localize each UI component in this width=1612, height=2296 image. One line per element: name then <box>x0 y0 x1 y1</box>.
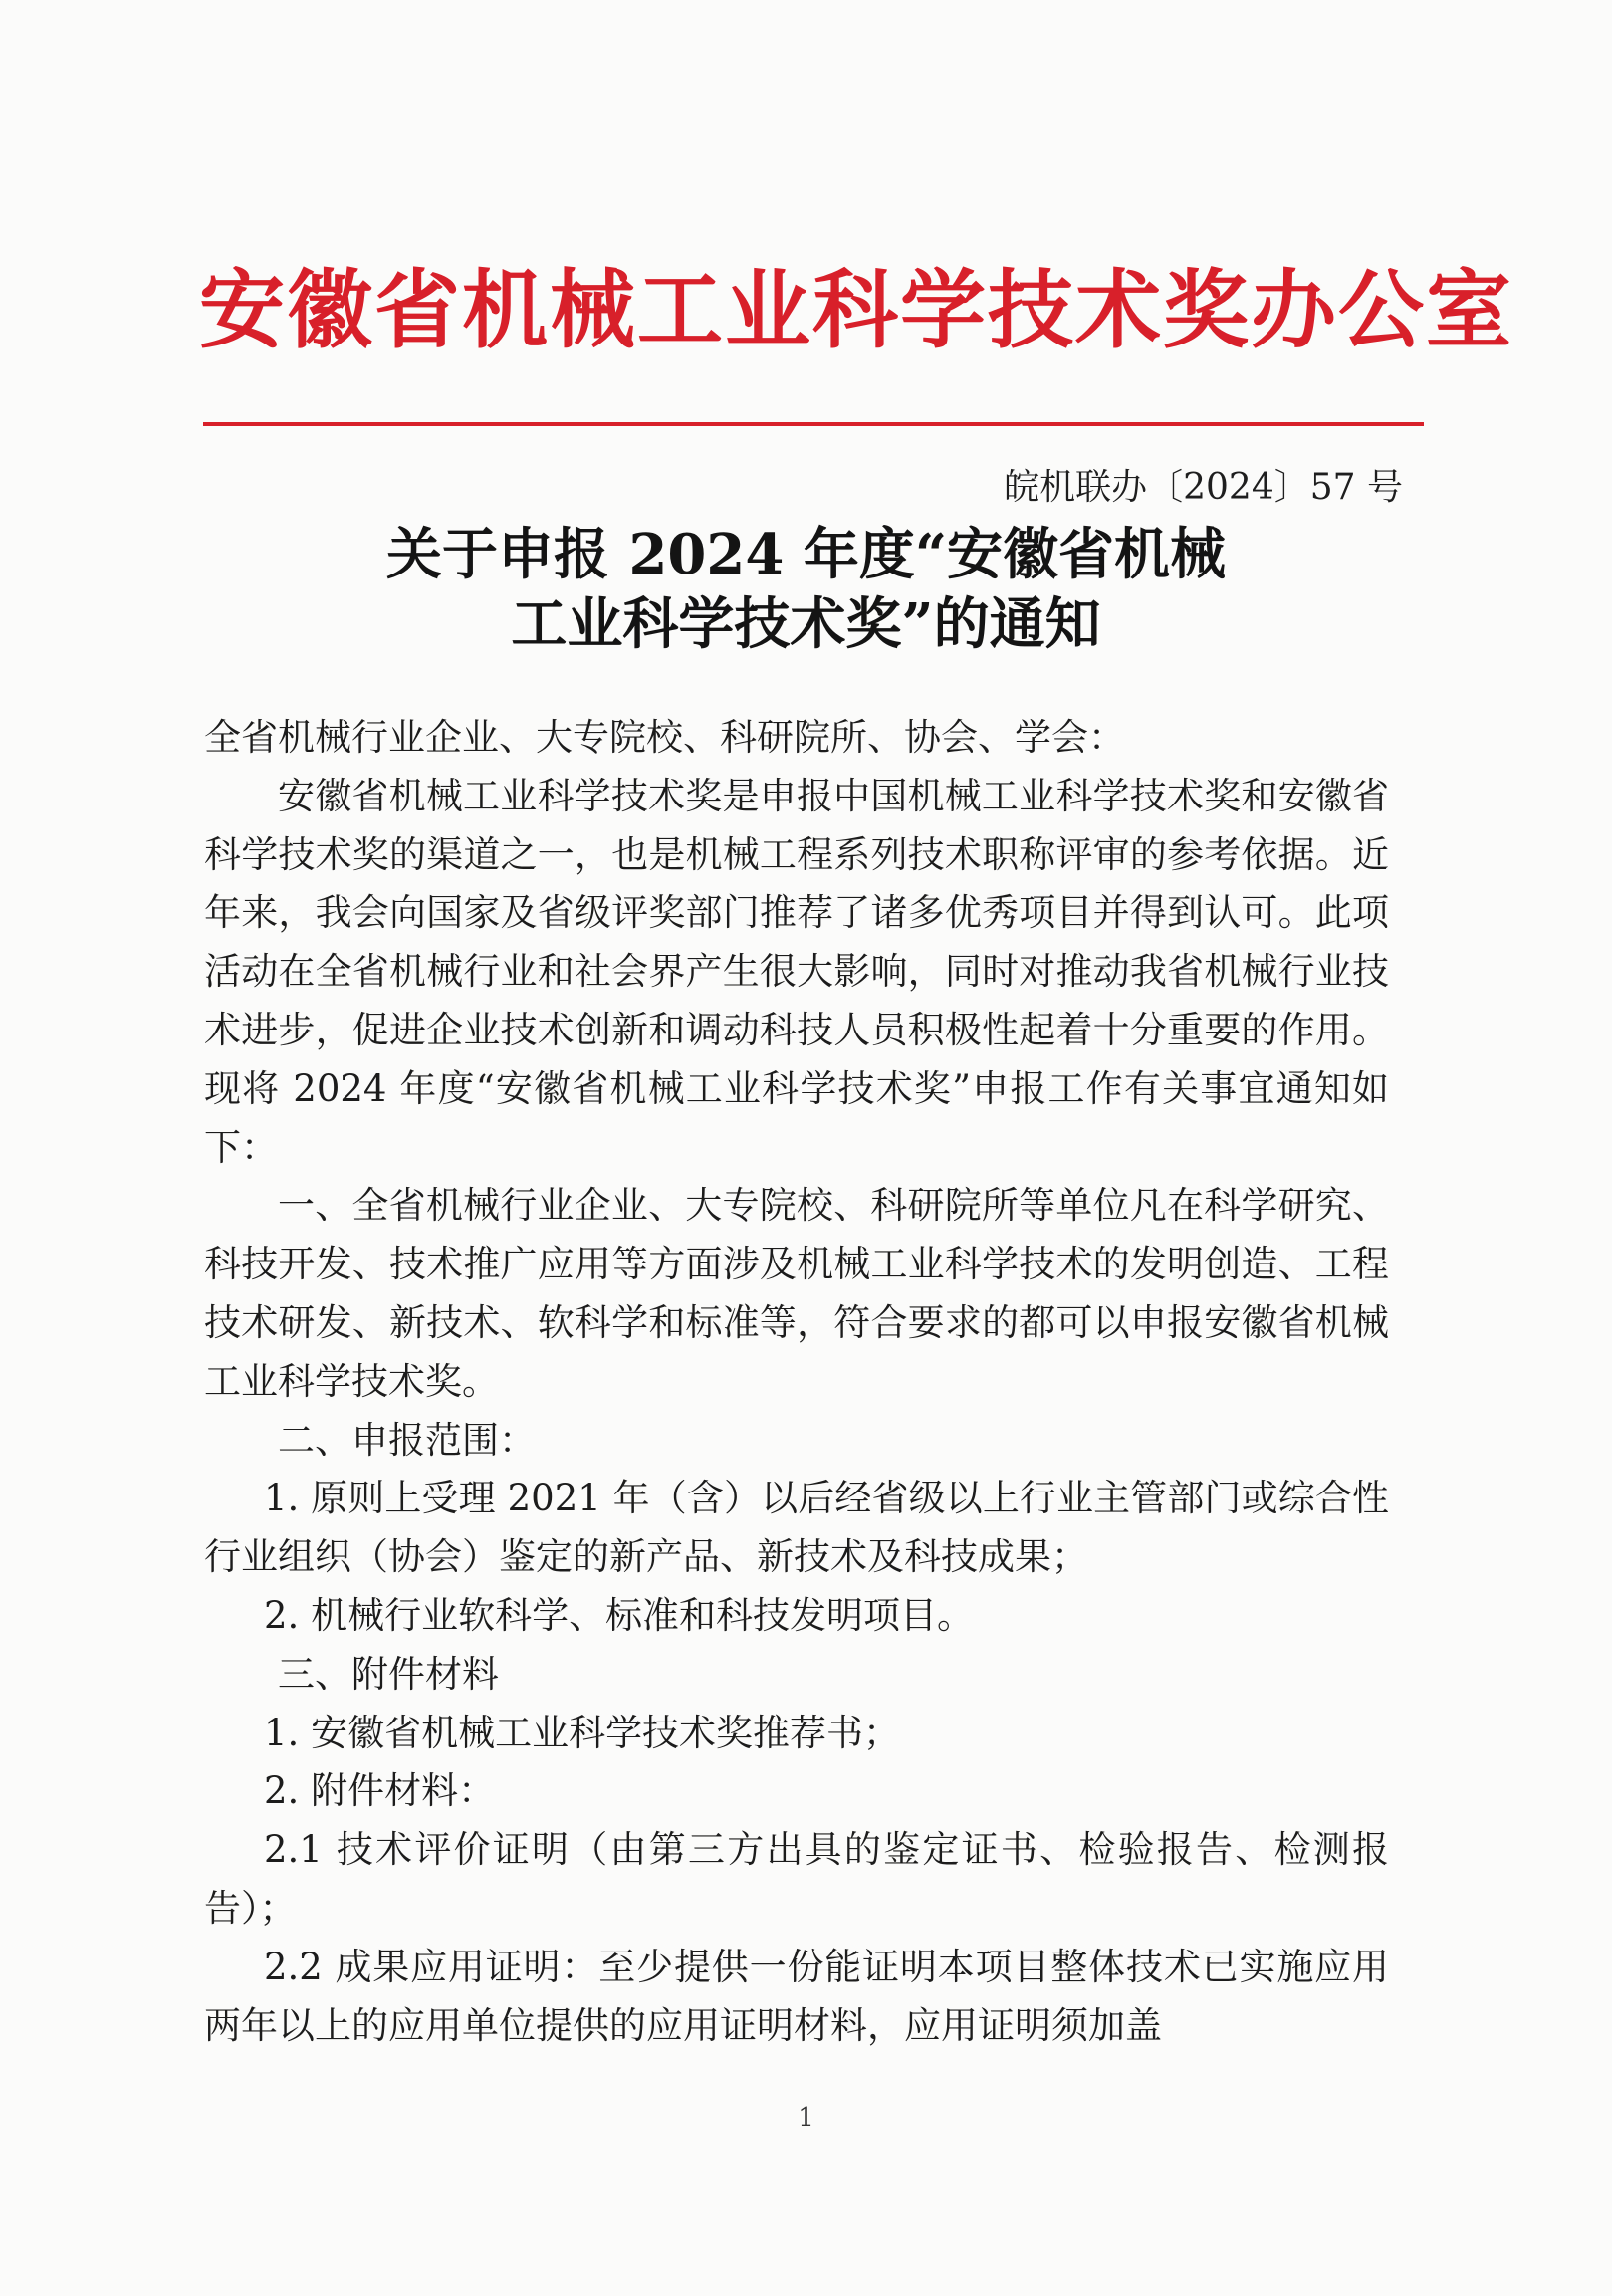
section2-item2: 2. 机械行业软科学、标准和科技发明项目。 <box>264 1593 975 1637</box>
section3-item1: 1. 安徽省机械工业科学技术奖推荐书； <box>264 1711 901 1754</box>
notice-body <box>204 709 1389 2055</box>
section2-item1: 1. 原则上受理 2021 年（含）以后经省级以上行业主管部门或综合性行业组织（协会）鉴定的新产品、新技术及科技成果； <box>204 1477 1389 1579</box>
section3-item2: 2. 附件材料： <box>264 1769 496 1813</box>
document-number: 皖机联办〔2024〕57 号 <box>1004 467 1403 508</box>
org-header-title: 安徽省机械工业科学技术奖办公室 <box>199 260 1513 360</box>
page-number: 1 <box>798 2103 814 2133</box>
salutation: 全省机械行业企业、大专院校、科研院所、协会、学会： <box>204 716 1125 759</box>
notice-title <box>239 520 1373 659</box>
notice-title-line1: 关于申报 2024 年度“安徽省机械 <box>385 522 1227 587</box>
section1-paragraph: 一、全省机械行业企业、大专院校、科研院所等单位凡在科学研究、科技开发、技术推广应用等方面涉及机械工业科学技术的发明创造、工程技术研发、新技术、软科学和标准等，符合要求的都可以申报安徽省机械工业科学技术奖。 <box>204 1184 1389 1403</box>
notice-title-line2: 工业科学技术奖”的通知 <box>511 591 1101 657</box>
section3-item2-2: 2.2 成果应用证明：至少提供一份能证明本项目整体技术已实施应用两年以上的应用单位提供的应用证明材料，应用证明须加盖 <box>204 1945 1389 2047</box>
section3-item2-1: 2.1 技术评价证明（由第三方出具的鉴定证书、检验报告、检测报告）； <box>204 1828 1389 1930</box>
header-red-rule <box>203 422 1424 426</box>
section3-heading: 三、附件材料 <box>278 1652 499 1696</box>
intro-paragraph: 安徽省机械工业科学技术奖是申报中国机械工业科学技术奖和安徽省科学技术奖的渠道之一，也是机械工程系列技术职称评审的参考依据。近年来，我会向国家及省级评奖部门推荐了诸多优秀项目并得到认可。此项活动在全省机械行业和社会界产生很大影响，同时对推动我省机械行业技术进步，促进企业技术创新和调动科技人员积极性起着十分重要的作用。现将 2024 年度“安徽省机械工业科学技术奖”申报工作有关事宜通知如下： <box>204 774 1389 1169</box>
section2-heading: 二、申报范围： <box>278 1418 536 1462</box>
